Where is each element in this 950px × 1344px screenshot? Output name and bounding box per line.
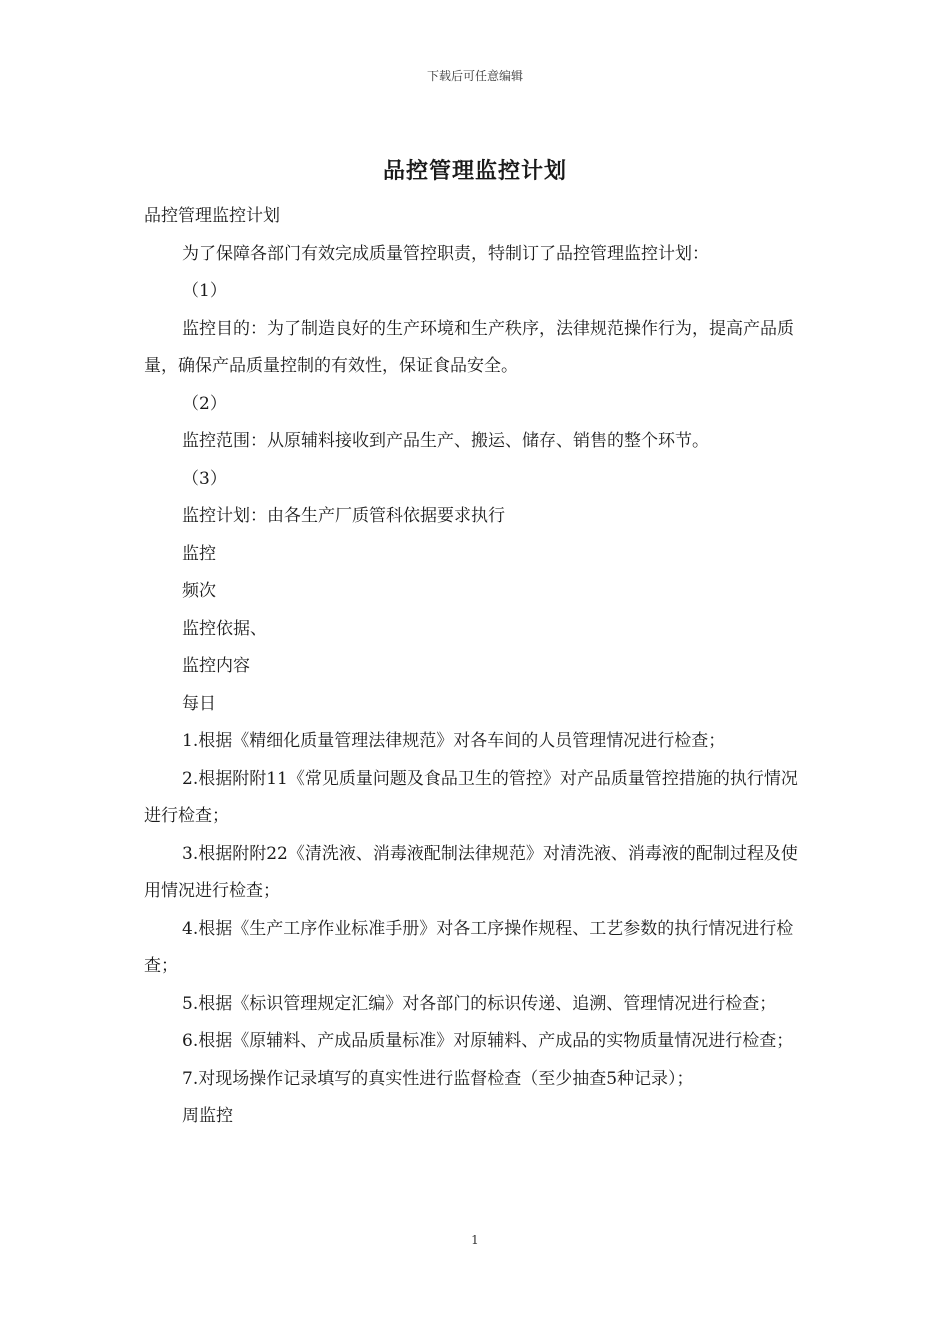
list-item-6: 6.根据《原辅料、产成品质量标准》对原辅料、产成品的实物质量情况进行检查； [182, 1031, 794, 1051]
paragraph-content-label: 监控内容 [182, 656, 250, 676]
list-item-5: 5.根据《标识管理规定汇编》对各部门的标识传递、追溯、管理情况进行检查； [182, 993, 777, 1014]
paragraph-daily-label: 每日 [182, 693, 216, 714]
paragraph-scope: 监控范围：从原辅料接收到产品生产、搬运、储存、销售的整个环节。 [182, 431, 709, 451]
list-item-2: 2.根据附附11《常见质量问题及食品卫生的管控》对产品质量管控措施的执行情况进行检查； [144, 768, 798, 826]
list-item-7: 7.对现场操作记录填写的真实性进行监督检查（至少抽查5种记录）； [182, 1068, 694, 1089]
paragraph-section-2-number: （2） [182, 393, 227, 414]
paragraph-monitor-label: 监控 [182, 543, 216, 564]
paragraph-section-3-number: （3） [182, 468, 227, 489]
document-subtitle: 品控管理监控计划 [144, 206, 280, 226]
paragraph-frequency-label: 频次 [182, 581, 216, 601]
paragraph-plan: 监控计划：由各生产厂质管科依据要求执行 [182, 506, 505, 526]
header-note: 下载后可任意编辑 [426, 69, 523, 83]
list-item-1: 1.根据《精细化质量管理法律规范》对各车间的人员管理情况进行检查； [182, 731, 726, 751]
paragraph-purpose: 监控目的：为了制造良好的生产环境和生产秩序，法律规范操作行为，提高产品质量，确保产品质量控制的有效性，保证食品安全。 [144, 318, 794, 376]
document-body [144, 198, 808, 1136]
paragraph-section-1-number: （1） [182, 281, 227, 301]
paragraph-basis-label: 监控依据、 [182, 618, 267, 639]
paragraph-weekly-label: 周监控 [182, 1106, 233, 1126]
list-item-3: 3.根据附附22《清洗液、消毒液配制法律规范》对清洗液、消毒液的配制过程及使用情况进行检查； [144, 843, 798, 901]
list-item-4: 4.根据《生产工序作业标准手册》对各工序操作规程、工艺参数的执行情况进行检查； [144, 918, 794, 976]
page-number: 1 [471, 1233, 479, 1247]
document-title: 品控管理监控计划 [382, 158, 567, 184]
paragraph-intro: 为了保障各部门有效完成质量管控职责，特制订了品控管理监控计划： [182, 243, 709, 264]
